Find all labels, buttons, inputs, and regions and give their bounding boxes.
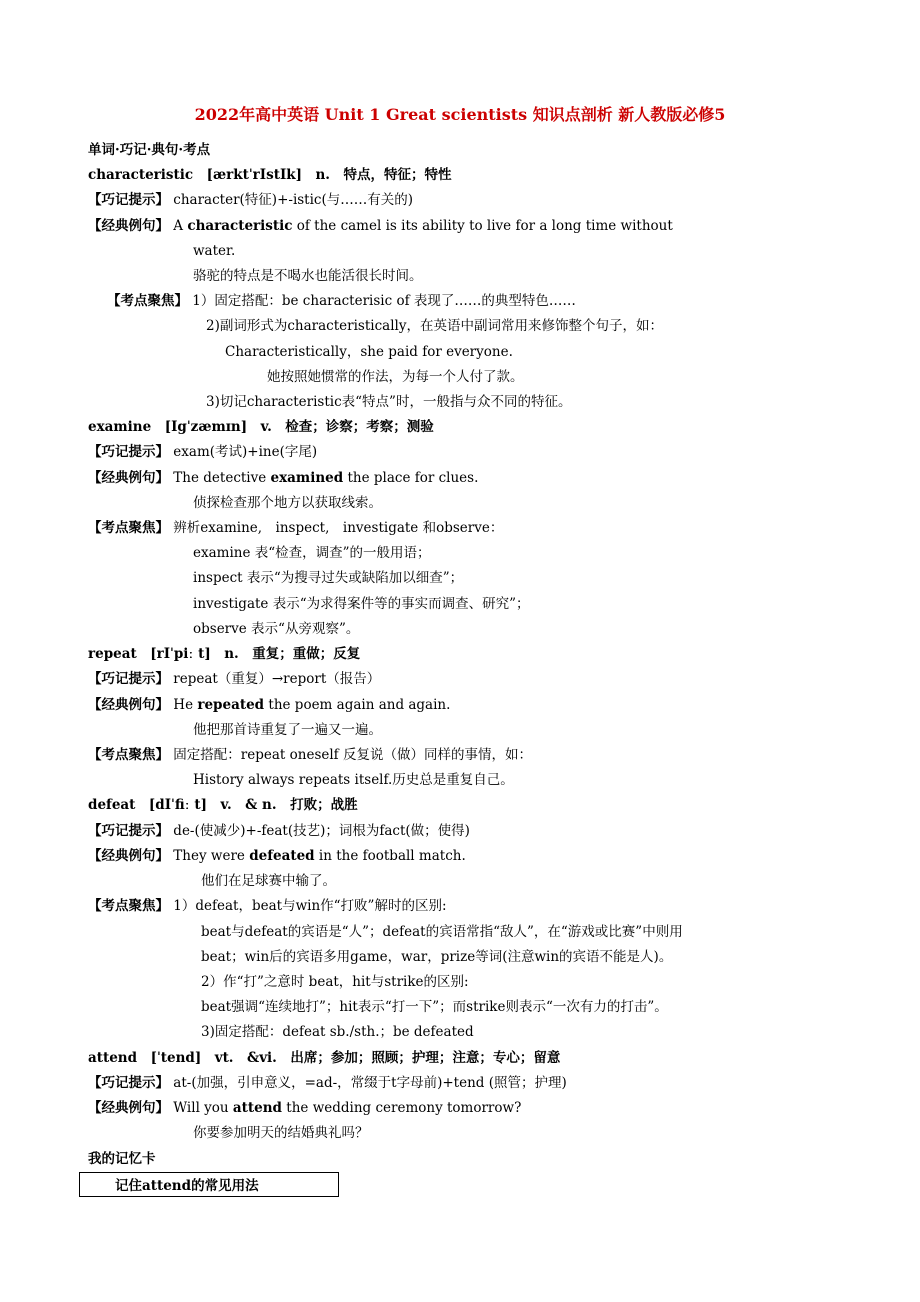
entry-examine-memory bbox=[88, 442, 317, 462]
entry-defeat-focus bbox=[88, 896, 447, 916]
entry-repeat-memory bbox=[88, 669, 380, 689]
example-post: the place for clues. bbox=[343, 470, 479, 486]
memory-label: 【巧记提示】 bbox=[88, 671, 169, 687]
entry-characteristic-head: characteristic [ærktˈrIstIk] n. 特点，特征；特性 bbox=[88, 167, 452, 183]
focus-point: 固定搭配：repeat oneself 反复说（做）同样的事情，如： bbox=[173, 747, 532, 763]
example-keyword: attend bbox=[232, 1100, 282, 1116]
entry-attend-example bbox=[88, 1098, 521, 1118]
example-post: of the camel is its ability to live for a long time without bbox=[292, 218, 673, 234]
entry-attend-head: attend [ˈtend] vt. &vi. 出席；参加；照顾；护理；注意；专心；留意 bbox=[88, 1050, 561, 1066]
focus-point: 1）defeat，beat与win作“打败”解时的区别: bbox=[173, 898, 447, 914]
example-pre: He bbox=[173, 697, 198, 713]
focus-label: 【考点聚焦】 bbox=[88, 898, 169, 914]
memory-text: de-(使减少)+-feat(技艺)；词根为fact(做；使得) bbox=[173, 823, 470, 839]
focus-point: inspect 表示“为搜寻过失或缺陷加以细查”； bbox=[193, 570, 464, 586]
example-translation: 他们在足球赛中输了。 bbox=[201, 873, 336, 889]
focus-point: 3)切记characteristic表“特点”时，一般指与众不同的特征。 bbox=[206, 394, 572, 410]
example-pre: Will you bbox=[173, 1100, 233, 1116]
example-pre: They were bbox=[173, 848, 250, 864]
example-label: 【经典例句】 bbox=[88, 848, 169, 864]
entry-characteristic-memory bbox=[88, 190, 413, 210]
example-translation: 他把那首诗重复了一遍又一遍。 bbox=[193, 722, 382, 738]
entry-characteristic-example bbox=[88, 216, 673, 236]
memory-card-box-text: 记住attend的常见用法 bbox=[115, 1178, 259, 1194]
example-pre: A bbox=[173, 218, 188, 234]
memory-text: repeat（重复）→report（报告） bbox=[173, 671, 381, 687]
entry-repeat-example bbox=[88, 695, 450, 715]
memory-label: 【巧记提示】 bbox=[88, 192, 169, 208]
memory-text: exam(考试)+ine(字尾) bbox=[173, 444, 318, 460]
focus-point: 3)固定搭配：defeat sb./sth.；be defeated bbox=[201, 1024, 474, 1040]
entry-characteristic-focus bbox=[107, 291, 576, 311]
entry-examine-example bbox=[88, 468, 478, 488]
example-keyword: repeated bbox=[197, 697, 265, 713]
example-label: 【经典例句】 bbox=[88, 697, 169, 713]
focus-example-translation: 她按照她惯常的作法，为每一个人付了款。 bbox=[267, 369, 524, 385]
example-label: 【经典例句】 bbox=[88, 470, 169, 486]
memory-label: 【巧记提示】 bbox=[88, 823, 169, 839]
example-label: 【经典例句】 bbox=[88, 218, 169, 234]
entry-defeat-head: defeat [dIˈfiː t] v. & n. 打败；战胜 bbox=[88, 797, 358, 813]
focus-point: beat强调“连续地打”；hit表示“打一下”；而strike则表示“一次有力的打击”。 bbox=[201, 999, 668, 1015]
focus-label: 【考点聚焦】 bbox=[88, 747, 169, 763]
memory-text: character(特征)+-istic(与……有关的) bbox=[173, 192, 414, 208]
entry-defeat-example bbox=[88, 846, 466, 866]
memory-label: 【巧记提示】 bbox=[88, 1075, 169, 1091]
entry-attend-memory bbox=[88, 1073, 567, 1093]
focus-label: 【考点聚焦】 bbox=[88, 520, 169, 536]
entry-repeat-head: repeat [rIˈpiː t] n. 重复；重做；反复 bbox=[88, 646, 361, 662]
example-continuation: water. bbox=[193, 243, 236, 259]
focus-point: examine 表“检查，调查”的一般用语； bbox=[193, 545, 431, 561]
section-heading: 单词·巧记·典句·考点 bbox=[88, 142, 211, 158]
entry-examine-head: examine [Igˈzæmɪn] v. 检查；诊察；考察；测验 bbox=[88, 419, 434, 435]
example-translation: 侦探检查那个地方以获取线索。 bbox=[193, 495, 382, 511]
focus-point: investigate 表示“为求得案件等的事实而调查、研究”； bbox=[193, 596, 530, 612]
focus-point: 2）作“打”之意时 beat，hit与strike的区别: bbox=[201, 974, 469, 990]
focus-point: 1）固定搭配：be characterisic of 表现了……的典型特色…… bbox=[192, 293, 576, 309]
example-translation: 骆驼的特点是不喝水也能活很长时间。 bbox=[193, 268, 423, 284]
focus-point: 2)副词形式为characteristically，在英语中副词常用来修饰整个句子，如： bbox=[206, 318, 663, 334]
example-label: 【经典例句】 bbox=[88, 1100, 169, 1116]
memory-label: 【巧记提示】 bbox=[88, 444, 169, 460]
example-post: the wedding ceremony tomorrow? bbox=[282, 1100, 522, 1116]
memory-text: at-(加强，引申意义，=ad-，常缀于t字母前)+tend (照管；护理) bbox=[173, 1075, 567, 1091]
focus-example: Characteristically，she paid for everyone. bbox=[225, 344, 513, 360]
focus-point: History always repeats itself.历史总是重复自己。 bbox=[193, 772, 514, 788]
example-pre: The detective bbox=[173, 470, 271, 486]
example-keyword: characteristic bbox=[187, 218, 293, 234]
focus-label: 【考点聚焦】 bbox=[107, 293, 188, 309]
entry-defeat-memory bbox=[88, 821, 470, 841]
focus-point: 辨析examine, inspect, investigate 和observe： bbox=[173, 520, 504, 536]
memory-card-heading: 我的记忆卡 bbox=[88, 1151, 156, 1167]
example-post: in the football match. bbox=[314, 848, 466, 864]
entry-examine-focus bbox=[88, 518, 503, 538]
example-keyword: defeated bbox=[249, 848, 315, 864]
example-post: the poem again and again. bbox=[264, 697, 451, 713]
entry-repeat-focus bbox=[88, 745, 532, 765]
focus-point: beat与defeat的宾语是“人”；defeat的宾语常指“敌人”，在“游戏或比赛”中则用 bbox=[201, 924, 683, 940]
focus-point: observe 表示“从旁观察”。 bbox=[193, 621, 360, 637]
focus-point: beat；win后的宾语多用game，war，prize等词(注意win的宾语不能是人)。 bbox=[201, 949, 673, 965]
example-translation: 你要参加明天的结婚典礼吗？ bbox=[193, 1125, 369, 1141]
page-title: 2022年高中英语 Unit 1 Great scientists 知识点剖析 新人教版必修5 bbox=[194, 105, 726, 124]
memory-card-box bbox=[79, 1172, 339, 1197]
example-keyword: examined bbox=[270, 470, 344, 486]
